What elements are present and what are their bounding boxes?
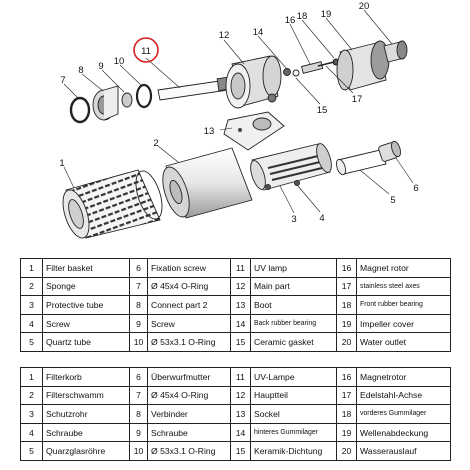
part-number-cell: 4 [21, 423, 43, 442]
part-name-cell: Keramik-Dichtung [251, 442, 337, 461]
part-name-cell: stainless steel axes [357, 277, 451, 296]
part-number-cell: 11 [231, 259, 251, 278]
part-number-cell: 2 [21, 386, 43, 405]
part-name-cell: Edelstahl-Achse [357, 386, 451, 405]
part-number-cell: 17 [337, 277, 357, 296]
callout-3: 3 [291, 214, 297, 225]
part-number-cell: 18 [337, 405, 357, 424]
callout-9: 9 [98, 61, 104, 72]
part-number-cell: 4 [21, 314, 43, 333]
callout-6: 6 [413, 183, 419, 194]
part-connector [93, 86, 118, 120]
part-name-cell: Front rubber bearing [357, 296, 451, 315]
part-name-cell: Ø 53x3.1 O-Ring [148, 333, 231, 352]
part-boot [224, 112, 284, 150]
part-number-cell: 20 [337, 442, 357, 461]
part-sponge [158, 148, 252, 220]
part-name-cell: Ø 45x4 O-Ring [148, 386, 231, 405]
callout-2: 2 [153, 138, 159, 149]
callout-14: 14 [252, 27, 264, 38]
callout-7: 7 [60, 75, 66, 86]
part-name-cell: Screw [148, 314, 231, 333]
table-row [21, 442, 451, 461]
part-name-cell: Überwurfmutter [148, 368, 231, 387]
part-name-cell: Connect part 2 [148, 296, 231, 315]
part-number-cell: 19 [337, 314, 357, 333]
part-number-cell: 6 [130, 259, 148, 278]
part-number-cell: 5 [21, 442, 43, 461]
part-number-cell: 6 [130, 368, 148, 387]
table-row [21, 405, 451, 424]
part-name-cell: Schraube [43, 423, 130, 442]
callout-13: 13 [203, 126, 215, 137]
part-name-cell: Impeller cover [357, 314, 451, 333]
table-row [21, 259, 451, 278]
part-uv-lamp [158, 77, 229, 100]
parts-table-german [20, 367, 451, 461]
part-name-cell: Filterkorb [43, 368, 130, 387]
callout-1: 1 [59, 158, 65, 169]
part-number-cell: 16 [337, 368, 357, 387]
table-row [21, 314, 451, 333]
part-name-cell: vorderes Gummilager [357, 405, 451, 424]
part-number-cell: 2 [21, 277, 43, 296]
part-name-cell: Wasserauslauf [357, 442, 451, 461]
part-number-cell: 8 [130, 296, 148, 315]
part-number-cell: 17 [337, 386, 357, 405]
part-name-cell: Protective tube [43, 296, 130, 315]
part-magnet-rotor [302, 62, 323, 74]
part-name-cell: Sponge [43, 277, 130, 296]
part-name-cell: Sockel [251, 405, 337, 424]
part-number-cell: 19 [337, 423, 357, 442]
part-number-cell: 7 [130, 277, 148, 296]
callout-12: 12 [218, 30, 230, 41]
part-number-cell: 13 [231, 296, 251, 315]
part-name-cell: Wellenabdeckung [357, 423, 451, 442]
part-name-cell: Verbinder [148, 405, 231, 424]
part-number-cell: 9 [130, 423, 148, 442]
callout-4: 4 [319, 213, 325, 224]
part-number-cell: 14 [231, 423, 251, 442]
part-name-cell: Main part [251, 277, 337, 296]
part-number-cell: 8 [130, 405, 148, 424]
callout-16: 16 [284, 15, 296, 26]
part-name-cell: Ø 53x3.1 O-Ring [148, 442, 231, 461]
part-name-cell: Screw [43, 314, 130, 333]
part-number-cell: 1 [21, 368, 43, 387]
table-row [21, 277, 451, 296]
part-name-cell: Hauptteil [251, 386, 337, 405]
part-name-cell: Boot [251, 296, 337, 315]
part-name-cell: Filterschwamm [43, 386, 130, 405]
part-number-cell: 11 [231, 368, 251, 387]
part-filter-basket [58, 168, 167, 241]
part-name-cell: UV lamp [251, 259, 337, 278]
part-number-cell: 10 [130, 442, 148, 461]
callout-20: 20 [358, 1, 370, 12]
table-row [21, 333, 451, 352]
part-number-cell: 13 [231, 405, 251, 424]
part-number-cell: 16 [337, 259, 357, 278]
table-row [21, 386, 451, 405]
callout-18: 18 [296, 11, 308, 22]
part-name-cell: Magnet rotor [357, 259, 451, 278]
callout-10: 10 [113, 56, 125, 67]
part-name-cell: Quarzglasröhre [43, 442, 130, 461]
part-name-cell: Schutzrohr [43, 405, 130, 424]
part-number-cell: 12 [231, 386, 251, 405]
part-quartz-tube [335, 150, 386, 176]
part-name-cell: Water outlet [357, 333, 451, 352]
part-number-cell: 1 [21, 259, 43, 278]
part-name-cell: Ø 45x4 O-Ring [148, 277, 231, 296]
part-number-cell: 15 [231, 442, 251, 461]
part-water-outlet [384, 41, 407, 62]
part-name-cell: Ceramic gasket [251, 333, 337, 352]
table-row [21, 423, 451, 442]
part-name-cell: Schraube [148, 423, 231, 442]
callout-15: 15 [316, 105, 328, 116]
part-protective-tube [248, 142, 335, 191]
part-name-cell: UV-Lampe [251, 368, 337, 387]
callout-17: 17 [351, 94, 363, 105]
part-back-rubber-bearing [284, 69, 291, 76]
part-name-cell: hinteres Gummilager [251, 423, 337, 442]
callout-19: 19 [320, 9, 332, 20]
part-number-cell: 18 [337, 296, 357, 315]
part-fixation-screw [378, 140, 402, 162]
part-number-cell: 9 [130, 314, 148, 333]
part-number-cell: 10 [130, 333, 148, 352]
part-number-cell: 14 [231, 314, 251, 333]
part-name-cell: Back rubber bearing [251, 314, 337, 333]
part-main-housing [226, 56, 281, 108]
part-number-cell: 5 [21, 333, 43, 352]
callout-5: 5 [390, 195, 396, 206]
callout-8: 8 [78, 65, 84, 76]
part-number-cell: 3 [21, 405, 43, 424]
part-number-cell: 20 [337, 333, 357, 352]
part-number-cell: 15 [231, 333, 251, 352]
part-name-cell: Magnetrotor [357, 368, 451, 387]
part-impeller-cover [337, 41, 389, 90]
part-number-cell: 7 [130, 386, 148, 405]
part-number-cell: 3 [21, 296, 43, 315]
parts-table-english [20, 258, 451, 352]
part-name-cell: Fixation screw [148, 259, 231, 278]
part-number-cell: 12 [231, 277, 251, 296]
part-screw-9 [122, 93, 132, 107]
callout-11: 11 [141, 46, 151, 57]
part-ceramic-gasket [293, 70, 299, 76]
table-row [21, 368, 451, 387]
part-name-cell: Quartz tube [43, 333, 130, 352]
part-name-cell: Filter basket [43, 259, 130, 278]
part-o-ring-53 [137, 85, 151, 107]
table-row [21, 296, 451, 315]
part-o-ring-45 [71, 98, 89, 122]
